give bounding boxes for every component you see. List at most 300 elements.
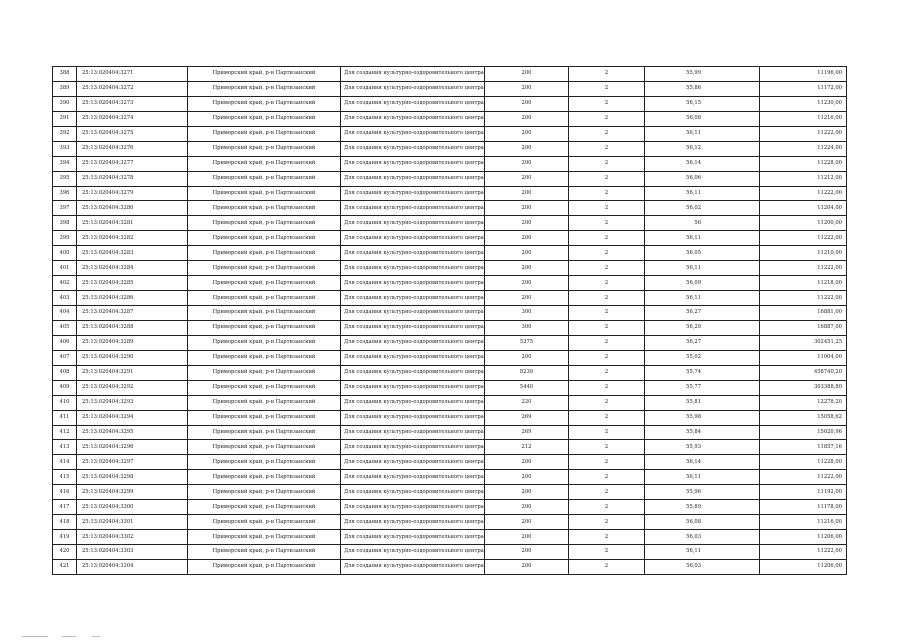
area-cell: 300 <box>485 306 569 321</box>
address-cell: Приморский край, р-н Партизанский <box>188 320 341 335</box>
table-row <box>53 470 847 485</box>
area-cell: 200 <box>485 485 569 500</box>
total-value-cell: 11212,00 <box>760 171 847 186</box>
unit-value-cell: 56,11 <box>645 291 760 306</box>
row-number-cell: 389 <box>53 81 77 96</box>
address-cell: Приморский край, р-н Партизанский <box>188 111 341 126</box>
total-value-cell: 11222,00 <box>760 231 847 246</box>
cadastral-number-cell: 25:13:020404:3290 <box>77 350 188 365</box>
area-cell: 200 <box>485 96 569 111</box>
total-value-cell: 11216,00 <box>760 111 847 126</box>
table-row <box>53 559 847 574</box>
address-cell: Приморский край, р-н Партизанский <box>188 246 341 261</box>
total-value-cell: 11222,00 <box>760 261 847 276</box>
coefficient-cell: 2 <box>569 67 645 82</box>
coefficient-cell: 2 <box>569 485 645 500</box>
row-number-cell: 409 <box>53 380 77 395</box>
row-number-cell: 391 <box>53 111 77 126</box>
address-cell: Приморский край, р-н Партизанский <box>188 291 341 306</box>
total-value-cell: 11228,00 <box>760 455 847 470</box>
address-cell: Приморский край, р-н Партизанский <box>188 306 341 321</box>
row-number-cell: 397 <box>53 201 77 216</box>
unit-value-cell: 56,11 <box>645 470 760 485</box>
row-number-cell: 392 <box>53 126 77 141</box>
total-value-cell: 11857,16 <box>760 440 847 455</box>
address-cell: Приморский край, р-н Партизанский <box>188 515 341 530</box>
area-cell: 200 <box>485 455 569 470</box>
coefficient-cell: 2 <box>569 440 645 455</box>
row-number-cell: 401 <box>53 261 77 276</box>
address-cell: Приморский край, р-н Партизанский <box>188 231 341 246</box>
address-cell: Приморский край, р-н Партизанский <box>188 350 341 365</box>
area-cell: 200 <box>485 186 569 201</box>
total-value-cell: 11230,00 <box>760 96 847 111</box>
table-row <box>53 171 847 186</box>
area-cell: 200 <box>485 545 569 560</box>
area-cell: 200 <box>485 559 569 574</box>
total-value-cell: 12278,20 <box>760 395 847 410</box>
table-row <box>53 111 847 126</box>
total-value-cell: 11218,00 <box>760 276 847 291</box>
address-cell: Приморский край, р-н Партизанский <box>188 261 341 276</box>
cadastral-number-cell: 25:13:020404:3286 <box>77 291 188 306</box>
coefficient-cell: 2 <box>569 261 645 276</box>
permitted-use-cell: Для создания культурно-оздоровительного центра <box>341 141 485 156</box>
area-cell: 200 <box>485 231 569 246</box>
coefficient-cell: 2 <box>569 126 645 141</box>
cadastral-number-cell: 25:13:020404:3278 <box>77 171 188 186</box>
unit-value-cell: 55,98 <box>645 410 760 425</box>
row-number-cell: 388 <box>53 67 77 82</box>
permitted-use-cell: Для создания культурно-оздоровительного центра <box>341 96 485 111</box>
cadastral-number-cell: 25:13:020404:3279 <box>77 186 188 201</box>
permitted-use-cell: Для создания культурно-оздоровительного центра <box>341 485 485 500</box>
cadastral-number-cell: 25:13:020404:3300 <box>77 500 188 515</box>
table-row <box>53 96 847 111</box>
scan-artifact <box>22 636 48 637</box>
unit-value-cell: 56,05 <box>645 246 760 261</box>
row-number-cell: 398 <box>53 216 77 231</box>
row-number-cell: 419 <box>53 530 77 545</box>
area-cell: 200 <box>485 141 569 156</box>
total-value-cell: 11228,00 <box>760 156 847 171</box>
row-number-cell: 412 <box>53 425 77 440</box>
permitted-use-cell: Для создания культурно-оздоровительного центра <box>341 126 485 141</box>
row-number-cell: 410 <box>53 395 77 410</box>
address-cell: Приморский край, р-н Партизанский <box>188 335 341 350</box>
permitted-use-cell: Для создания культурно-оздоровительного центра <box>341 500 485 515</box>
coefficient-cell: 2 <box>569 470 645 485</box>
row-number-cell: 405 <box>53 320 77 335</box>
total-value-cell: 11222,00 <box>760 126 847 141</box>
area-cell: 200 <box>485 276 569 291</box>
unit-value-cell: 56,12 <box>645 141 760 156</box>
cadastral-number-cell: 25:13:020404:3282 <box>77 231 188 246</box>
cadastral-number-cell: 25:13:020404:3272 <box>77 81 188 96</box>
address-cell: Приморский край, р-н Партизанский <box>188 545 341 560</box>
coefficient-cell: 2 <box>569 365 645 380</box>
cadastral-number-cell: 25:13:020404:3275 <box>77 126 188 141</box>
unit-value-cell: 56,11 <box>645 545 760 560</box>
total-value-cell: 11224,00 <box>760 141 847 156</box>
area-cell: 5375 <box>485 335 569 350</box>
row-number-cell: 406 <box>53 335 77 350</box>
area-cell: 200 <box>485 246 569 261</box>
row-number-cell: 407 <box>53 350 77 365</box>
scan-artifact <box>62 636 76 637</box>
area-cell: 212 <box>485 440 569 455</box>
table-row <box>53 410 847 425</box>
unit-value-cell: 56,11 <box>645 126 760 141</box>
permitted-use-cell: Для создания культурно-оздоровительного центра <box>341 410 485 425</box>
permitted-use-cell: Для создания культурно-оздоровительного центра <box>341 440 485 455</box>
cadastral-number-cell: 25:13:020404:3292 <box>77 380 188 395</box>
unit-value-cell: 56,11 <box>645 261 760 276</box>
coefficient-cell: 2 <box>569 156 645 171</box>
permitted-use-cell: Для создания культурно-оздоровительного центра <box>341 81 485 96</box>
table-row <box>53 186 847 201</box>
coefficient-cell: 2 <box>569 231 645 246</box>
permitted-use-cell: Для создания культурно-оздоровительного центра <box>341 320 485 335</box>
cadastral-number-cell: 25:13:020404:3288 <box>77 320 188 335</box>
cadastral-number-cell: 25:13:020404:3302 <box>77 530 188 545</box>
coefficient-cell: 2 <box>569 276 645 291</box>
permitted-use-cell: Для создания культурно-оздоровительного центра <box>341 186 485 201</box>
address-cell: Приморский край, р-н Партизанский <box>188 380 341 395</box>
address-cell: Приморский край, р-н Партизанский <box>188 126 341 141</box>
permitted-use-cell: Для создания культурно-оздоровительного центра <box>341 365 485 380</box>
unit-value-cell: 56,27 <box>645 306 760 321</box>
address-cell: Приморский край, р-н Партизанский <box>188 500 341 515</box>
coefficient-cell: 2 <box>569 559 645 574</box>
row-number-cell: 399 <box>53 231 77 246</box>
address-cell: Приморский край, р-н Партизанский <box>188 425 341 440</box>
area-cell: 200 <box>485 111 569 126</box>
area-cell: 269 <box>485 410 569 425</box>
land-plots-table <box>52 66 847 575</box>
total-value-cell: 11004,00 <box>760 350 847 365</box>
cadastral-number-cell: 25:13:020404:3280 <box>77 201 188 216</box>
row-number-cell: 390 <box>53 96 77 111</box>
table-row <box>53 81 847 96</box>
total-value-cell: 11200,00 <box>760 216 847 231</box>
cadastral-number-cell: 25:13:020404:3297 <box>77 455 188 470</box>
permitted-use-cell: Для создания культурно-оздоровительного центра <box>341 559 485 574</box>
coefficient-cell: 2 <box>569 425 645 440</box>
total-value-cell: 16887,00 <box>760 320 847 335</box>
cadastral-number-cell: 25:13:020404:3299 <box>77 485 188 500</box>
coefficient-cell: 2 <box>569 545 645 560</box>
address-cell: Приморский край, р-н Партизанский <box>188 559 341 574</box>
area-cell: 200 <box>485 261 569 276</box>
unit-value-cell: 56,14 <box>645 156 760 171</box>
area-cell: 200 <box>485 126 569 141</box>
area-cell: 200 <box>485 201 569 216</box>
coefficient-cell: 2 <box>569 246 645 261</box>
table-row <box>53 291 847 306</box>
unit-value-cell: 56,29 <box>645 320 760 335</box>
cadastral-number-cell: 25:13:020404:3301 <box>77 515 188 530</box>
permitted-use-cell: Для создания культурно-оздоровительного центра <box>341 306 485 321</box>
permitted-use-cell: Для создания культурно-оздоровительного центра <box>341 291 485 306</box>
total-value-cell: 11222,00 <box>760 470 847 485</box>
table-row <box>53 425 847 440</box>
total-value-cell: 11206,00 <box>760 530 847 545</box>
table-row <box>53 515 847 530</box>
unit-value-cell: 56,08 <box>645 111 760 126</box>
permitted-use-cell: Для создания культурно-оздоровительного центра <box>341 455 485 470</box>
cadastral-number-cell: 25:13:020404:3271 <box>77 67 188 82</box>
total-value-cell: 458740,20 <box>760 365 847 380</box>
row-number-cell: 415 <box>53 470 77 485</box>
coefficient-cell: 2 <box>569 186 645 201</box>
table-row <box>53 395 847 410</box>
coefficient-cell: 2 <box>569 320 645 335</box>
coefficient-cell: 2 <box>569 455 645 470</box>
address-cell: Приморский край, р-н Партизанский <box>188 440 341 455</box>
row-number-cell: 393 <box>53 141 77 156</box>
table-row <box>53 500 847 515</box>
row-number-cell: 403 <box>53 291 77 306</box>
coefficient-cell: 2 <box>569 410 645 425</box>
total-value-cell: 11210,00 <box>760 246 847 261</box>
coefficient-cell: 2 <box>569 395 645 410</box>
total-value-cell: 303388,80 <box>760 380 847 395</box>
row-number-cell: 421 <box>53 559 77 574</box>
table-row <box>53 530 847 545</box>
total-value-cell: 11172,00 <box>760 81 847 96</box>
row-number-cell: 420 <box>53 545 77 560</box>
unit-value-cell: 55,84 <box>645 425 760 440</box>
row-number-cell: 408 <box>53 365 77 380</box>
permitted-use-cell: Для создания культурно-оздоровительного центра <box>341 515 485 530</box>
cadastral-number-cell: 25:13:020404:3303 <box>77 545 188 560</box>
area-cell: 200 <box>485 530 569 545</box>
coefficient-cell: 2 <box>569 111 645 126</box>
row-number-cell: 414 <box>53 455 77 470</box>
permitted-use-cell: Для создания культурно-оздоровительного центра <box>341 246 485 261</box>
table-row <box>53 216 847 231</box>
row-number-cell: 418 <box>53 515 77 530</box>
row-number-cell: 394 <box>53 156 77 171</box>
table-row <box>53 306 847 321</box>
permitted-use-cell: Для создания культурно-оздоровительного центра <box>341 425 485 440</box>
permitted-use-cell: Для создания культурно-оздоровительного центра <box>341 335 485 350</box>
table-row <box>53 156 847 171</box>
unit-value-cell: 56,03 <box>645 559 760 574</box>
address-cell: Приморский край, р-н Партизанский <box>188 395 341 410</box>
area-cell: 5440 <box>485 380 569 395</box>
table-row <box>53 126 847 141</box>
unit-value-cell: 56 <box>645 216 760 231</box>
permitted-use-cell: Для создания культурно-оздоровительного центра <box>341 156 485 171</box>
address-cell: Приморский край, р-н Партизанский <box>188 470 341 485</box>
total-value-cell: 11204,00 <box>760 201 847 216</box>
table-row <box>53 440 847 455</box>
row-number-cell: 396 <box>53 186 77 201</box>
cadastral-number-cell: 25:13:020404:3285 <box>77 276 188 291</box>
total-value-cell: 11222,00 <box>760 545 847 560</box>
unit-value-cell: 56,27 <box>645 335 760 350</box>
coefficient-cell: 2 <box>569 530 645 545</box>
total-value-cell: 11192,00 <box>760 485 847 500</box>
address-cell: Приморский край, р-н Партизанский <box>188 201 341 216</box>
cadastral-number-cell: 25:13:020404:3281 <box>77 216 188 231</box>
row-number-cell: 395 <box>53 171 77 186</box>
address-cell: Приморский край, р-н Партизанский <box>188 171 341 186</box>
permitted-use-cell: Для создания культурно-оздоровительного центра <box>341 395 485 410</box>
coefficient-cell: 2 <box>569 515 645 530</box>
total-value-cell: 11222,00 <box>760 186 847 201</box>
table-row <box>53 261 847 276</box>
coefficient-cell: 2 <box>569 335 645 350</box>
coefficient-cell: 2 <box>569 216 645 231</box>
table-row <box>53 365 847 380</box>
permitted-use-cell: Для создания культурно-оздоровительного центра <box>341 545 485 560</box>
unit-value-cell: 55,81 <box>645 395 760 410</box>
cadastral-number-cell: 25:13:020404:3304 <box>77 559 188 574</box>
row-number-cell: 402 <box>53 276 77 291</box>
total-value-cell: 302451,25 <box>760 335 847 350</box>
total-value-cell: 11178,00 <box>760 500 847 515</box>
table-row <box>53 246 847 261</box>
address-cell: Приморский край, р-н Партизанский <box>188 276 341 291</box>
address-cell: Приморский край, р-н Партизанский <box>188 186 341 201</box>
cadastral-number-cell: 25:13:020404:3291 <box>77 365 188 380</box>
area-cell: 200 <box>485 156 569 171</box>
area-cell: 200 <box>485 291 569 306</box>
permitted-use-cell: Для создания культурно-оздоровительного центра <box>341 350 485 365</box>
total-value-cell: 16881,00 <box>760 306 847 321</box>
permitted-use-cell: Для создания культурно-оздоровительного центра <box>341 171 485 186</box>
unit-value-cell: 56,09 <box>645 276 760 291</box>
coefficient-cell: 2 <box>569 141 645 156</box>
cadastral-number-cell: 25:13:020404:3289 <box>77 335 188 350</box>
table-body <box>53 67 847 575</box>
unit-value-cell: 55,02 <box>645 350 760 365</box>
row-number-cell: 404 <box>53 306 77 321</box>
row-number-cell: 411 <box>53 410 77 425</box>
total-value-cell: 15020,96 <box>760 425 847 440</box>
area-cell: 200 <box>485 350 569 365</box>
permitted-use-cell: Для создания культурно-оздоровительного центра <box>341 201 485 216</box>
permitted-use-cell: Для создания культурно-оздоровительного центра <box>341 530 485 545</box>
table-row <box>53 545 847 560</box>
address-cell: Приморский край, р-н Партизанский <box>188 216 341 231</box>
coefficient-cell: 2 <box>569 171 645 186</box>
permitted-use-cell: Для создания культурно-оздоровительного центра <box>341 261 485 276</box>
coefficient-cell: 2 <box>569 306 645 321</box>
area-cell: 200 <box>485 515 569 530</box>
table-row <box>53 455 847 470</box>
table-row <box>53 485 847 500</box>
table-row <box>53 67 847 82</box>
permitted-use-cell: Для создания культурно-оздоровительного центра <box>341 276 485 291</box>
unit-value-cell: 56,11 <box>645 186 760 201</box>
address-cell: Приморский край, р-н Партизанский <box>188 141 341 156</box>
unit-value-cell: 55,99 <box>645 67 760 82</box>
cadastral-number-cell: 25:13:020404:3283 <box>77 246 188 261</box>
address-cell: Приморский край, р-н Партизанский <box>188 410 341 425</box>
row-number-cell: 400 <box>53 246 77 261</box>
area-cell: 200 <box>485 470 569 485</box>
address-cell: Приморский край, р-н Партизанский <box>188 530 341 545</box>
coefficient-cell: 2 <box>569 380 645 395</box>
table-row <box>53 320 847 335</box>
permitted-use-cell: Для создания культурно-оздоровительного центра <box>341 111 485 126</box>
cadastral-number-cell: 25:13:020404:3273 <box>77 96 188 111</box>
row-number-cell: 416 <box>53 485 77 500</box>
address-cell: Приморский край, р-н Партизанский <box>188 365 341 380</box>
area-cell: 269 <box>485 425 569 440</box>
permitted-use-cell: Для создания культурно-оздоровительного центра <box>341 231 485 246</box>
table-row <box>53 380 847 395</box>
cadastral-number-cell: 25:13:020404:3298 <box>77 470 188 485</box>
cadastral-number-cell: 25:13:020404:3295 <box>77 425 188 440</box>
coefficient-cell: 2 <box>569 350 645 365</box>
row-number-cell: 413 <box>53 440 77 455</box>
total-value-cell: 11206,00 <box>760 559 847 574</box>
area-cell: 220 <box>485 395 569 410</box>
unit-value-cell: 55,77 <box>645 380 760 395</box>
permitted-use-cell: Для создания культурно-оздоровительного центра <box>341 216 485 231</box>
cadastral-number-cell: 25:13:020404:3276 <box>77 141 188 156</box>
cadastral-number-cell: 25:13:020404:3296 <box>77 440 188 455</box>
address-cell: Приморский край, р-н Партизанский <box>188 81 341 96</box>
unit-value-cell: 55,96 <box>645 485 760 500</box>
address-cell: Приморский край, р-н Партизанский <box>188 96 341 111</box>
address-cell: Приморский край, р-н Партизанский <box>188 67 341 82</box>
cadastral-number-cell: 25:13:020404:3293 <box>77 395 188 410</box>
table-row <box>53 201 847 216</box>
cadastral-number-cell: 25:13:020404:3287 <box>77 306 188 321</box>
permitted-use-cell: Для создания культурно-оздоровительного центра <box>341 470 485 485</box>
unit-value-cell: 55,93 <box>645 440 760 455</box>
unit-value-cell: 56,02 <box>645 201 760 216</box>
unit-value-cell: 55,86 <box>645 81 760 96</box>
area-cell: 200 <box>485 81 569 96</box>
unit-value-cell: 55,89 <box>645 500 760 515</box>
unit-value-cell: 56,15 <box>645 96 760 111</box>
table-row <box>53 231 847 246</box>
table-row <box>53 350 847 365</box>
area-cell: 200 <box>485 67 569 82</box>
permitted-use-cell: Для создания культурно-оздоровительного центра <box>341 67 485 82</box>
scan-artifact <box>92 636 100 637</box>
area-cell: 200 <box>485 500 569 515</box>
coefficient-cell: 2 <box>569 500 645 515</box>
address-cell: Приморский край, р-н Партизанский <box>188 455 341 470</box>
coefficient-cell: 2 <box>569 201 645 216</box>
cadastral-number-cell: 25:13:020404:3294 <box>77 410 188 425</box>
address-cell: Приморский край, р-н Партизанский <box>188 156 341 171</box>
area-cell: 8230 <box>485 365 569 380</box>
coefficient-cell: 2 <box>569 96 645 111</box>
area-cell: 300 <box>485 320 569 335</box>
total-value-cell: 11196,00 <box>760 67 847 82</box>
unit-value-cell: 55,74 <box>645 365 760 380</box>
address-cell: Приморский край, р-н Партизанский <box>188 485 341 500</box>
total-value-cell: 15058,62 <box>760 410 847 425</box>
table-row <box>53 141 847 156</box>
cadastral-number-cell: 25:13:020404:3284 <box>77 261 188 276</box>
unit-value-cell: 56,11 <box>645 231 760 246</box>
row-number-cell: 417 <box>53 500 77 515</box>
total-value-cell: 11222,00 <box>760 291 847 306</box>
coefficient-cell: 2 <box>569 81 645 96</box>
unit-value-cell: 56,08 <box>645 515 760 530</box>
cadastral-number-cell: 25:13:020404:3274 <box>77 111 188 126</box>
